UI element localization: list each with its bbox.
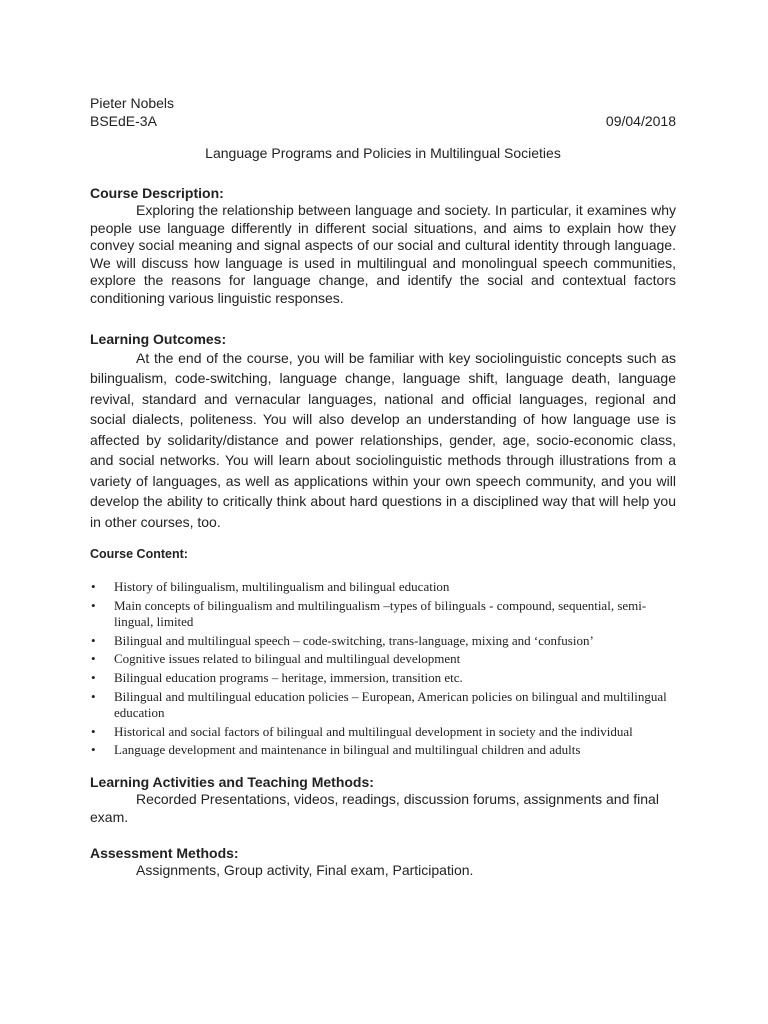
- list-item: • History of bilingualism, multilingualism and bilingual education: [91, 579, 450, 595]
- learning-activities-text: Recorded Presentations, videos, readings, discussion forums, assignments and final exam.: [90, 791, 659, 825]
- document-page: [90, 94, 676, 880]
- section-code: BSEdE-3A: [90, 113, 157, 129]
- course-description-text: Exploring the relationship between language and society. In particular, it examines why people use language differently in different social situations, and aims to explain how they convey social meaning and signal aspects of our social and cultural identity through language. We will discuss how language is used in multilingual and monolingual speech communities, explore the reasons for language change, and identify the social and contextual factors conditioning various linguistic responses.: [90, 202, 676, 306]
- bullet-icon: •: [91, 670, 96, 686]
- list-item: • Bilingual education programs – heritage, immersion, transition etc.: [91, 670, 463, 686]
- course-description-heading: Course Description:: [90, 185, 224, 201]
- document-title: Language Programs and Policies in Multilingual Societies: [205, 145, 561, 161]
- bullet-icon: •: [91, 632, 96, 648]
- list-item: • Main concepts of bilingualism and multilingualism –types of bilinguals - compound, sequential, semi-lingual, limited: [91, 597, 647, 630]
- bullet-icon: •: [91, 651, 96, 667]
- section-date-row: [90, 112, 676, 130]
- list-item: • Cognitive issues related to bilingual and multilingual development: [91, 651, 461, 667]
- bullet-icon: •: [91, 597, 96, 613]
- list-item: • Historical and social factors of bilingual and multilingual development in society and the individual: [91, 723, 633, 739]
- list-item: • Language development and maintenance in bilingual and multilingual children and adults: [91, 742, 581, 758]
- bullet-icon: •: [91, 579, 96, 595]
- list-item: • Bilingual and multilingual speech – code-switching, trans-language, mixing and ‘confusion’: [91, 632, 594, 648]
- learning-outcomes-heading: Learning Outcomes:: [90, 330, 227, 347]
- learning-outcomes-text: At the end of the course, you will be familiar with key sociolinguistic concepts such as bilingualism, code-switching, language change, language shift, language death, language revival, standard and vernacular languages, national and official languages, regional and social dialects, politeness. You will also develop an understanding of how language use is affected by solidarity/distance and power relationships, gender, age, socio-economic class, and social networks. You will learn about sociolinguistic methods through illustrations from a variety of languages, as well as applications within your own speech community, and you will develop the ability to critically think about hard questions in a disciplined way that will help you in other courses, too.: [90, 349, 676, 530]
- list-item: • Bilingual and multilingual education policies – European, American policies on bilingual and multilingual education: [91, 688, 667, 721]
- assessment-methods-heading: Assessment Methods:: [90, 845, 239, 862]
- bullet-icon: •: [91, 723, 96, 739]
- author-name: Pieter Nobels: [90, 95, 175, 111]
- course-content-heading: Course Content:: [90, 547, 188, 562]
- document-date: 09/04/2018: [605, 113, 676, 129]
- bullet-icon: •: [91, 742, 96, 758]
- assessment-methods-text: Assignments, Group activity, Final exam, Participation.: [136, 862, 474, 879]
- bullet-icon: •: [91, 688, 96, 704]
- course-content-list: [90, 579, 676, 759]
- learning-activities-heading: Learning Activities and Teaching Methods:: [90, 774, 374, 790]
